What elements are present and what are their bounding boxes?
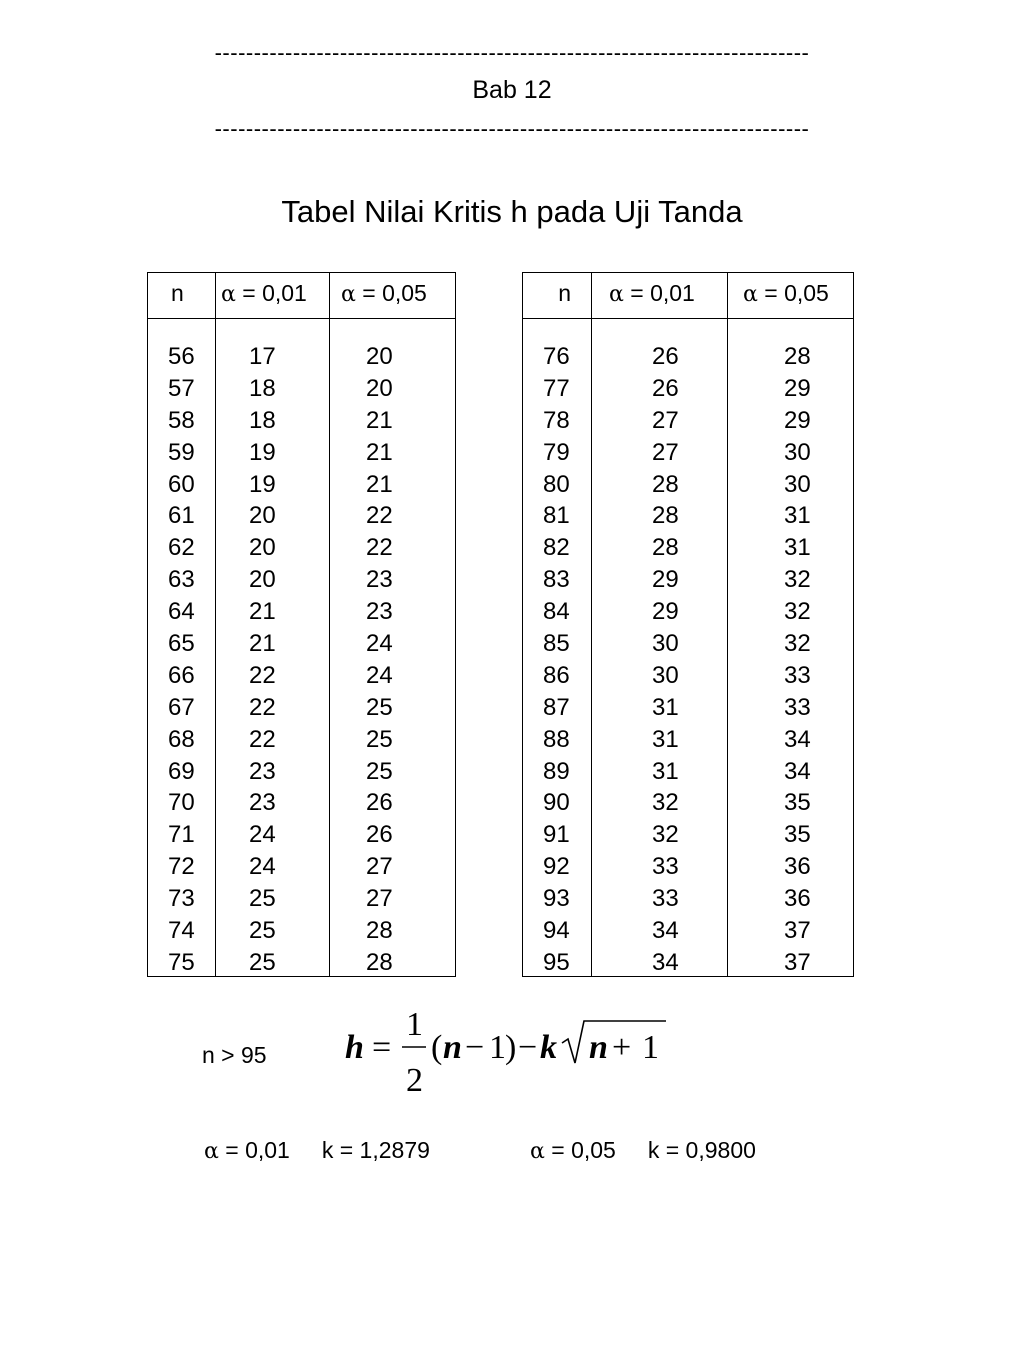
table-cell: 33 [784,693,811,721]
column-header-alpha-005 [330,273,455,317]
table-cell: 36 [784,853,811,881]
table-cell: 26 [652,374,679,402]
table-cell: 34 [652,917,679,945]
table-cell: 64 [168,598,195,626]
column-alpha-001 [215,273,330,976]
table-cell: 75 [168,948,195,976]
table-cell: 28 [366,948,393,976]
column-cells [592,341,728,979]
table-cell: 73 [168,885,195,913]
alpha-symbol: α [204,1139,219,1164]
table-cell: 27 [652,406,679,434]
approximation-formula [340,1005,670,1095]
table-cell: 90 [543,789,570,817]
table-cell: 30 [784,438,811,466]
alpha-value: = 0,01 [218,1137,290,1163]
table-cell: 22 [249,693,276,721]
table-cell: 26 [366,821,393,849]
table-cell: 27 [366,853,393,881]
table-cell: 57 [168,374,195,402]
table-cell: 19 [249,438,276,466]
table-cell: 62 [168,534,195,562]
table-cell: 82 [543,534,570,562]
table-cell: 27 [366,885,393,913]
table-cell: 34 [784,757,811,785]
column-header-alpha-001 [216,273,330,317]
table-cell: 70 [168,789,195,817]
table-cell: 63 [168,566,195,594]
table-cell: 17 [249,343,276,370]
alpha-value: = 0,01 [235,280,307,306]
table-cell: 35 [784,821,811,849]
formula-close-paren: ) [505,1029,517,1066]
table-cell: 22 [366,534,393,562]
formula-n: n [443,1029,462,1066]
table-cell: 81 [543,502,570,530]
alpha-symbol: α [341,282,356,307]
table-cell: 24 [249,821,276,849]
table-cell: 33 [652,853,679,881]
table-cell: 22 [249,725,276,753]
table-cell: 80 [543,470,570,498]
table-cell: 30 [652,630,679,658]
table-cell: 23 [249,789,276,817]
column-cells [216,341,330,979]
table-cell: 21 [249,598,276,626]
formula-minus: − [465,1029,485,1066]
table-cell: 22 [366,502,393,530]
table-cell: 28 [652,534,679,562]
column-alpha-001 [591,273,728,976]
k-value-alpha-005 [530,1137,756,1164]
table-cell: 18 [249,374,276,402]
table-cell: 30 [652,661,679,689]
table-cell: 85 [543,630,570,658]
table-cell: 34 [652,948,679,976]
table-cell: 79 [543,438,570,466]
formula-open-paren: ( [431,1029,443,1066]
table-cell: 94 [543,917,570,945]
table-cell: 68 [168,725,195,753]
table-cell: 20 [249,566,276,594]
table-cell: 65 [168,630,195,658]
table-cell: 84 [543,598,570,626]
column-alpha-005 [727,273,853,976]
table-cell: 32 [784,598,811,626]
table-cell: 33 [784,661,811,689]
table-cell: 60 [168,470,195,498]
table-cell: 28 [652,470,679,498]
table-cell: 88 [543,725,570,753]
table-cell: 20 [249,534,276,562]
alpha-symbol: α [609,282,624,307]
alpha-value: = 0,01 [623,280,695,306]
separator-line-top: ---------------------------------------------------------------------------- [214,40,810,65]
table-cell: 20 [366,343,393,370]
table-cell: 89 [543,757,570,785]
table-cell: 21 [366,406,393,434]
table-cell: 25 [366,725,393,753]
formula-equals: = [372,1029,392,1066]
k-value: k = 1,2879 [321,1137,430,1163]
table-cell: 66 [168,661,195,689]
table-cell: 32 [652,789,679,817]
table-cell: 78 [543,406,570,434]
formula-one: 1 [642,1029,659,1066]
table-cell: 31 [652,725,679,753]
table-cell: 25 [249,885,276,913]
table-cell: 31 [784,502,811,530]
table-cell: 59 [168,438,195,466]
table-cell: 24 [366,661,393,689]
table-cell: 34 [784,725,811,753]
table-cell: 33 [652,885,679,913]
table-cell: 24 [366,630,393,658]
alpha-symbol: α [221,282,236,307]
table-cell: 21 [249,630,276,658]
column-header-n: n [171,280,184,306]
table-cell: 95 [543,948,570,976]
table-cell: 25 [366,757,393,785]
header-divider [523,318,853,319]
table-cell: 29 [784,374,811,402]
table-cell: 23 [249,757,276,785]
critical-value-table-right [522,272,854,977]
table-cell: 71 [168,821,195,849]
table-cell: 86 [543,661,570,689]
formula-numerator: 1 [406,1006,423,1043]
table-cell: 37 [784,917,811,945]
alpha-symbol: α [743,282,758,307]
column-header-alpha-005 [728,273,853,317]
column-header-alpha-001 [592,273,728,317]
separator-line-bottom: ---------------------------------------------------------------------------- [214,116,810,141]
column-cells [728,341,853,979]
table-cell: 67 [168,693,195,721]
table-cell: 32 [784,566,811,594]
table-cell: 36 [784,885,811,913]
table-cell: 21 [366,470,393,498]
k-value-alpha-001 [204,1137,430,1164]
table-cell: 69 [168,757,195,785]
critical-value-table-left [147,272,456,977]
table-cell: 31 [784,534,811,562]
table-cell: 29 [784,406,811,434]
column-cells [148,341,215,979]
table-cell: 29 [652,598,679,626]
table-cell: 26 [366,789,393,817]
table-cell: 31 [652,757,679,785]
table-cell: 28 [366,917,393,945]
table-cell: 28 [652,502,679,530]
column-header-n: n [558,280,571,306]
table-cell: 35 [784,789,811,817]
formula-one: 1 [489,1029,506,1066]
alpha-symbol: α [530,1139,545,1164]
table-cell: 20 [366,374,393,402]
table-cell: 58 [168,406,195,434]
table-cell: 28 [784,343,811,370]
table-cell: 83 [543,566,570,594]
table-cell: 26 [652,343,679,370]
table-cell: 37 [784,948,811,976]
alpha-value: = 0,05 [544,1137,616,1163]
table-cell: 61 [168,502,195,530]
column-cells [523,341,591,979]
table-cell: 19 [249,470,276,498]
table-cell: 31 [652,693,679,721]
column-cells [330,341,455,979]
column-n [148,273,215,976]
formula-minus: − [518,1029,538,1066]
table-cell: 29 [652,566,679,594]
table-cell: 77 [543,374,570,402]
table-cell: 76 [543,343,570,370]
table-cell: 72 [168,853,195,881]
header-divider [148,318,455,319]
table-cell: 32 [784,630,811,658]
table-cell: 25 [249,948,276,976]
chapter-label: Bab 12 [472,76,552,104]
table-cell: 91 [543,821,570,849]
column-alpha-005 [329,273,455,976]
table-cell: 92 [543,853,570,881]
table-cell: 30 [784,470,811,498]
table-cell: 20 [249,502,276,530]
formula-k: k [540,1029,557,1066]
formula-denominator: 2 [406,1062,423,1095]
alpha-value: = 0,05 [757,280,829,306]
table-cell: 21 [366,438,393,466]
table-cell: 93 [543,885,570,913]
alpha-value: = 0,05 [355,280,427,306]
table-cell: 25 [366,693,393,721]
table-cell: 27 [652,438,679,466]
table-cell: 23 [366,566,393,594]
k-value: k = 0,9800 [647,1137,756,1163]
table-cell: 25 [249,917,276,945]
large-n-condition: n > 95 [202,1042,267,1068]
table-cell: 24 [249,853,276,881]
formula-plus: + [612,1029,632,1066]
page-title: Tabel Nilai Kritis h pada Uji Tanda [281,194,743,229]
formula-n: n [589,1029,608,1066]
table-cell: 22 [249,661,276,689]
table-cell: 74 [168,917,195,945]
table-cell: 56 [168,343,195,370]
table-cell: 23 [366,598,393,626]
column-n [523,273,591,976]
formula-h: h [345,1029,364,1066]
table-cell: 18 [249,406,276,434]
table-cell: 32 [652,821,679,849]
table-cell: 87 [543,693,570,721]
